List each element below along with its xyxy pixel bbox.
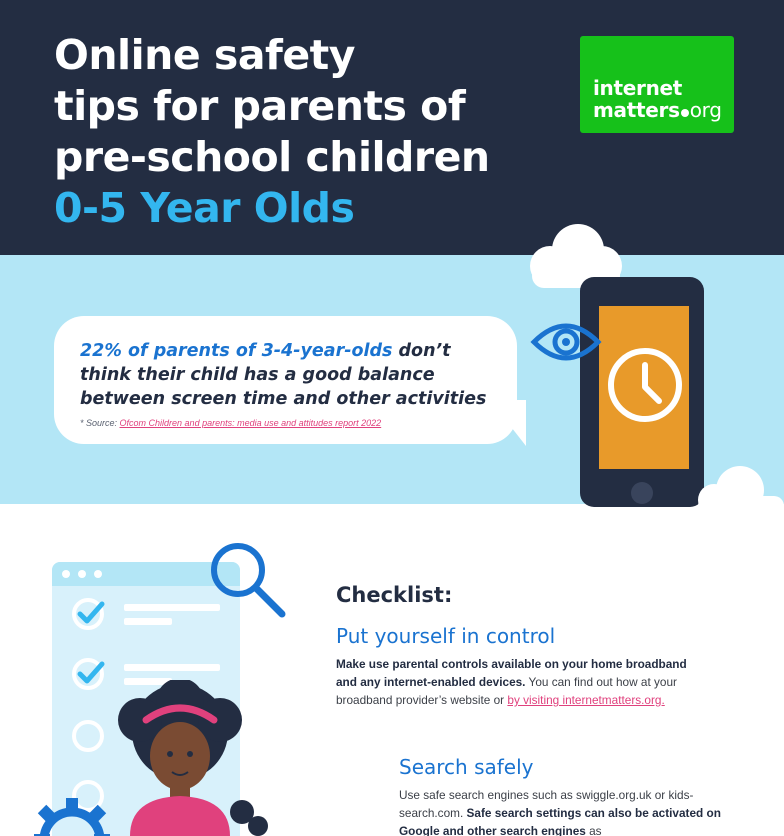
logo-dot [681, 109, 689, 117]
checked-circle-icon [70, 656, 110, 696]
title-line-1: Online safety [54, 31, 355, 79]
browser-dot [62, 570, 70, 578]
gear-icon [22, 790, 122, 836]
title-line-3: pre-school children [54, 133, 490, 181]
internetmatters-link[interactable]: by visiting internetmatters.org. [507, 693, 665, 707]
cloud-icon [688, 460, 784, 516]
section-body-search [399, 786, 729, 836]
section-body-control [336, 655, 696, 709]
stat-highlight: 22% of parents of 3-4-year-olds [80, 341, 393, 361]
title-age-range: 0-5 Year Olds [54, 184, 355, 232]
checklist-title: Checklist: [336, 583, 453, 607]
phone-home-button [631, 482, 653, 504]
stat-rest: don’t think their child has a good balance between screen time and other activities [80, 341, 487, 409]
stat-source [80, 418, 381, 428]
eye-icon [530, 318, 602, 366]
magnifier-icon [206, 540, 290, 624]
text-line [124, 618, 172, 625]
section-heading-control: Put yourself in control [336, 624, 556, 648]
child-illustration [110, 680, 270, 836]
section-bold-control: Make use parental controls available on your home broadband and any internet-enabled devices. [336, 657, 687, 689]
section-text-search: Use safe search engines such as swiggle.org.uk or kids-search.com. [399, 788, 694, 820]
logo-text-line2 [593, 98, 722, 122]
browser-dot [94, 570, 102, 578]
text-line [124, 664, 220, 671]
browser-dot [78, 570, 86, 578]
section-bold-search: Safe search settings can also be activated on Google and other search engines [399, 806, 721, 836]
source-link[interactable]: Ofcom Children and parents: media use and attitudes report 2022 [119, 418, 382, 428]
empty-circle-icon [72, 720, 104, 752]
logo-text-line1: internet [593, 76, 683, 100]
logo-text-matters: matters [593, 98, 680, 122]
internet-matters-logo[interactable] [580, 36, 734, 133]
source-prefix: * Source: [80, 418, 120, 428]
section-text-control: You can find out how at your broadband provider’s website or [336, 675, 677, 707]
page-title [54, 30, 574, 234]
clock-icon [605, 345, 685, 425]
section-tail-search: as [585, 824, 602, 836]
logo-text-org: org [689, 98, 722, 122]
section-heading-search: Search safely [399, 755, 534, 779]
title-line-2: tips for parents of [54, 82, 466, 130]
checked-circle-icon [70, 596, 110, 636]
stat-text [80, 339, 500, 411]
